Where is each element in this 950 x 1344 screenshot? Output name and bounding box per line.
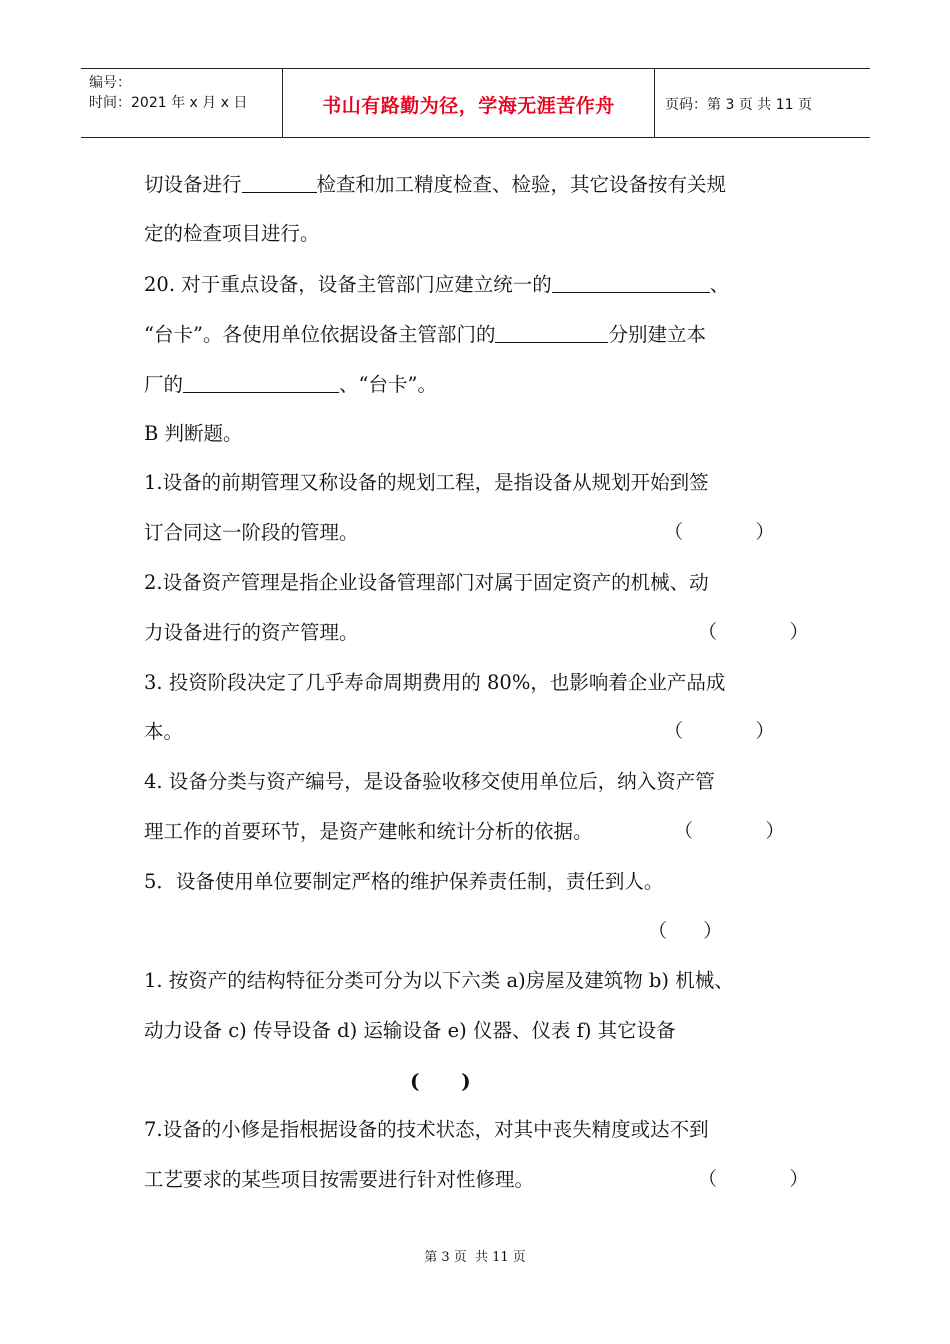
text-line: 力设备进行的资产管理。 xyxy=(144,621,359,644)
text-line xyxy=(144,372,437,397)
header-motto-cell xyxy=(283,69,655,137)
text-line: 定的检查项目进行。 xyxy=(144,222,320,245)
answer-parentheses: （ ） xyxy=(698,1168,809,1190)
text-line: 4. 设备分类与资产编号，是设备验收移交使用单位后，纳入资产管 xyxy=(144,770,715,793)
text-line: 理工作的首要环节，是资产建帐和统计分析的依据。 xyxy=(144,820,593,843)
text-segment: 分别建立本 xyxy=(608,323,706,346)
text-segment: 切设备进行 xyxy=(144,173,242,196)
motto: 书山有路勤为径，学海无涯苦作舟 xyxy=(322,95,615,117)
blank-line xyxy=(183,372,339,393)
text-line: 7.设备的小修是指根据设备的技术状态，对其中丧失精度或达不到 xyxy=(144,1118,709,1141)
text-segment: 、 xyxy=(709,273,730,296)
blank-line xyxy=(495,322,608,343)
date-label: 时间：2021 年 x 月 x 日 xyxy=(89,95,248,111)
text-line xyxy=(144,172,726,197)
text-line: 1. 按资产的结构特征分类可分为以下六类 a)房屋及建筑物 b) 机械、 xyxy=(144,969,734,992)
text-line: 2.设备资产管理是指企业设备管理部门对属于固定资产的机械、动 xyxy=(144,571,709,594)
blank-line xyxy=(552,272,710,293)
text-line xyxy=(144,272,729,297)
answer-parentheses: ( ) xyxy=(410,1069,471,1093)
header-page-cell xyxy=(655,69,870,137)
answer-parentheses: （ ） xyxy=(664,521,775,543)
text-segment: “台卡”。各使用单位依据设备主管部门的 xyxy=(144,323,496,346)
answer-parentheses: （ ） xyxy=(698,621,809,643)
text-segment: 检查和加工精度检查、检验，其它设备按有关规 xyxy=(316,173,727,196)
text-segment: 厂的 xyxy=(144,373,184,396)
text-segment: 、“台卡”。 xyxy=(339,373,437,396)
section-heading: B 判断题。 xyxy=(144,422,243,445)
number-label: 编号： xyxy=(89,75,131,91)
text-line: 工艺要求的某些项目按需要进行针对性修理。 xyxy=(144,1168,535,1191)
text-line: 3. 投资阶段决定了几乎寿命周期费用的 80%，也影响着企业产品成 xyxy=(144,671,726,694)
answer-parentheses: （ ） xyxy=(648,920,723,942)
blank-line xyxy=(242,172,317,193)
text-line: 1.设备的前期管理又称设备的规划工程，是指设备从规划开始到签 xyxy=(144,471,709,494)
text-line: 本。 xyxy=(144,720,184,743)
text-line: 订合同这一阶段的管理。 xyxy=(144,521,359,544)
text-line xyxy=(144,322,706,347)
answer-parentheses: （ ） xyxy=(674,820,785,842)
text-line: 动力设备 c) 传导设备 d) 运输设备 e) 仪器、仪表 f) 其它设备 xyxy=(144,1019,676,1042)
answer-parentheses: （ ） xyxy=(664,720,775,742)
text-line: 5．设备使用单位要制定严格的维护保养责任制，责任到人。 xyxy=(144,870,664,893)
page-info: 页码：第 3 页 共 11 页 xyxy=(665,97,812,113)
page-footer: 第 3 页 共 11 页 xyxy=(424,1250,526,1265)
document-header xyxy=(81,68,870,138)
header-meta-cell xyxy=(81,69,283,137)
text-segment: 20. 对于重点设备，设备主管部门应建立统一的 xyxy=(144,273,552,296)
